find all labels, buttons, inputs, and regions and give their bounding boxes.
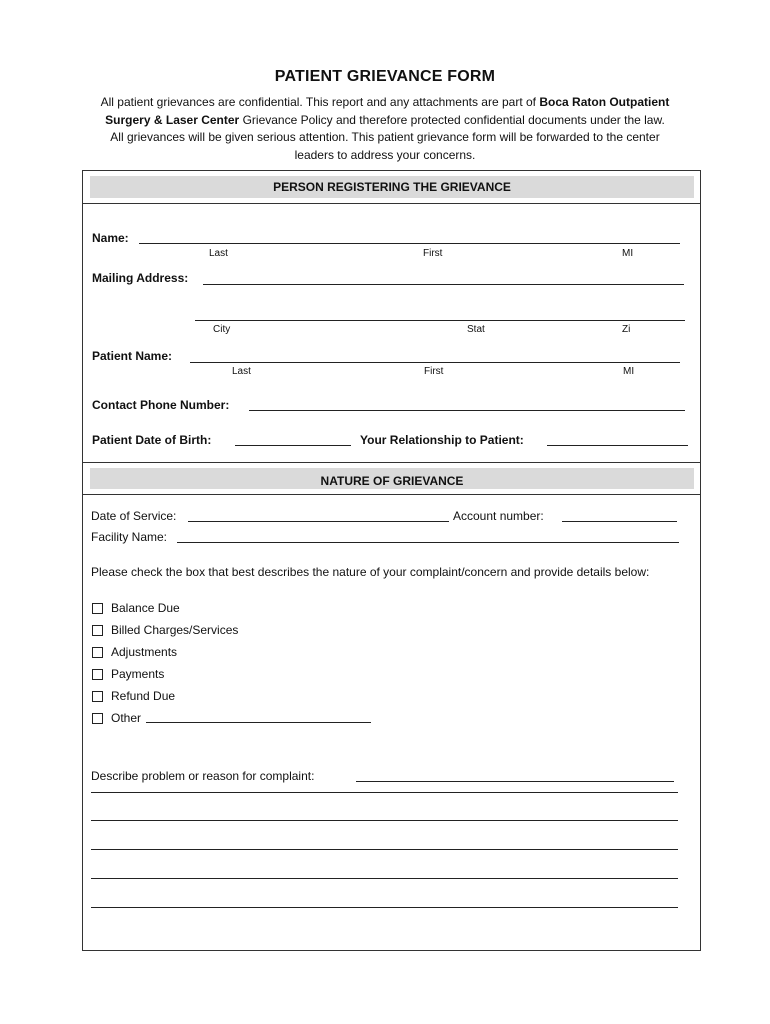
option-label: Billed Charges/Services bbox=[111, 623, 239, 637]
checkbox[interactable] bbox=[92, 625, 103, 636]
patient-sub-last: Last bbox=[232, 366, 251, 377]
name-sub-mi: MI bbox=[622, 248, 634, 259]
describe-line[interactable] bbox=[91, 878, 678, 879]
address-sub-city: City bbox=[213, 324, 231, 335]
center-name: Boca Raton Outpatient Surgery & Laser Center bbox=[105, 95, 670, 127]
checkbox[interactable] bbox=[92, 691, 103, 702]
patient-sub-mi: MI bbox=[623, 366, 635, 377]
describe-line[interactable] bbox=[91, 792, 678, 793]
phone-label: Contact Phone Number: bbox=[92, 398, 230, 412]
name-field[interactable] bbox=[139, 243, 680, 244]
checkbox[interactable] bbox=[92, 603, 103, 614]
option-label: Payments bbox=[111, 667, 165, 681]
patient-name-label: Patient Name: bbox=[92, 349, 173, 363]
name-sub-last: Last bbox=[209, 248, 228, 259]
date-of-service-field[interactable] bbox=[188, 521, 449, 522]
name-label: Name: bbox=[92, 231, 129, 245]
describe-line[interactable] bbox=[91, 820, 678, 821]
dob-label: Patient Date of Birth: bbox=[92, 433, 212, 447]
patient-name-field[interactable] bbox=[190, 362, 680, 363]
intro-paragraph bbox=[100, 94, 670, 164]
option-label: Other bbox=[111, 711, 142, 725]
date-of-service-label: Date of Service: bbox=[91, 509, 177, 523]
option-label: Refund Due bbox=[111, 689, 176, 703]
option-refund-due[interactable] bbox=[92, 688, 175, 704]
option-label: Adjustments bbox=[111, 645, 178, 659]
checkbox[interactable] bbox=[92, 669, 103, 680]
mailing-address-label: Mailing Address: bbox=[92, 271, 189, 285]
patient-sub-first: First bbox=[424, 366, 444, 377]
describe-label: Describe problem or reason for complaint: bbox=[91, 769, 315, 783]
mailing-address-field-2[interactable] bbox=[195, 320, 685, 321]
account-number-field[interactable] bbox=[562, 521, 677, 522]
describe-line[interactable] bbox=[91, 849, 678, 850]
phone-field[interactable] bbox=[249, 410, 685, 411]
option-billed-charges[interactable] bbox=[92, 622, 238, 638]
instructions-text: Please check the box that best describes the nature of your complaint/concern and provide details below: bbox=[91, 565, 650, 579]
other-field[interactable] bbox=[146, 722, 371, 723]
option-adjustments[interactable] bbox=[92, 644, 177, 660]
relationship-label: Your Relationship to Patient: bbox=[360, 433, 524, 447]
describe-field[interactable] bbox=[356, 781, 674, 782]
form-title: PATIENT GRIEVANCE FORM bbox=[274, 68, 496, 85]
divider bbox=[82, 462, 701, 463]
account-number-label: Account number: bbox=[453, 509, 544, 523]
option-label: Balance Due bbox=[111, 601, 180, 615]
divider bbox=[82, 203, 701, 204]
facility-name-field[interactable] bbox=[177, 542, 679, 543]
mailing-address-field[interactable] bbox=[203, 284, 684, 285]
section-heading-registrant: PERSON REGISTERING THE GRIEVANCE bbox=[90, 176, 694, 198]
option-balance-due[interactable] bbox=[92, 600, 180, 616]
name-sub-first: First bbox=[423, 248, 443, 259]
checkbox[interactable] bbox=[92, 647, 103, 658]
address-sub-state: Stat bbox=[467, 324, 485, 335]
intro-text-1: All patient grievances are confidential. This report and any attachments are part of bbox=[100, 95, 540, 109]
dob-field[interactable] bbox=[235, 445, 351, 446]
address-sub-zip: Zi bbox=[622, 324, 631, 335]
describe-line[interactable] bbox=[91, 907, 678, 908]
relationship-field[interactable] bbox=[547, 445, 688, 446]
option-other[interactable] bbox=[92, 710, 141, 726]
section-heading-nature: NATURE OF GRIEVANCE bbox=[90, 468, 694, 489]
intro-text-2: Grievance Policy and therefore protected confidential documents under the law. All grievances will be given serious attention. This patient grievance form will be forwarded to the center leaders to address your concerns. bbox=[110, 112, 665, 162]
facility-name-label: Facility Name: bbox=[91, 530, 168, 544]
checkbox[interactable] bbox=[92, 713, 103, 724]
option-payments[interactable] bbox=[92, 666, 164, 682]
